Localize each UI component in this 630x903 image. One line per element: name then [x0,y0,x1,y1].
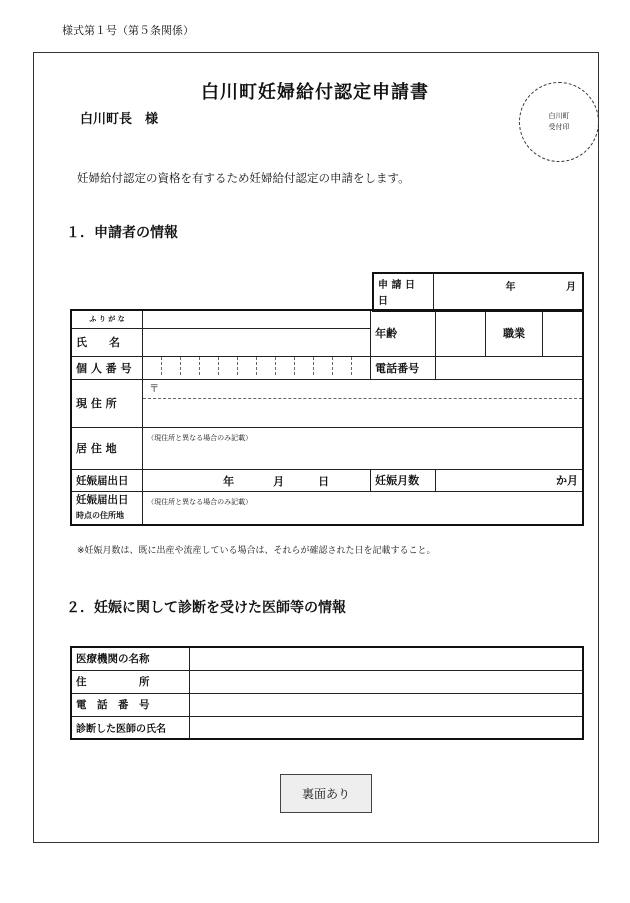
pregnancy-months-note: ※妊娠月数は、既に出産や流産している場合は、それらが確認された日を記載すること。 [77,546,436,556]
doctor-name-label: 診断した医師の氏名 [71,716,189,739]
doctor-name-input[interactable] [189,716,583,739]
phone-input[interactable] [435,356,583,379]
phone-label: 電話番号 [371,356,436,379]
date-year-label: 年 [505,282,516,293]
occupation-input[interactable] [542,310,583,356]
occupation-label: 職業 [486,310,543,356]
name-label: 氏 名 [71,328,143,356]
residence-note: （現住所と異なる場合のみ記載） [147,433,253,442]
furigana-input[interactable] [143,310,371,328]
section1-heading: １．申請者の情報 [66,225,178,241]
back-side-button[interactable]: 裏面あり [280,774,372,813]
institution-phone-input[interactable] [189,693,583,716]
pregnancy-month-label: 月 [273,474,285,488]
individual-number-label: 個 人 番 号 [71,356,143,379]
pregnancy-address-input[interactable] [143,491,583,525]
medical-institution-label: 医療機関の名称 [71,647,189,670]
institution-phone-label: 電 話 番 号 [71,693,189,716]
residence-input[interactable] [143,427,583,469]
furigana-label: ふ り が な [71,310,143,328]
medical-institution-input[interactable] [189,647,583,670]
pregnancy-day-label: 日 [318,474,330,488]
section2-heading: ２．妊娠に関して診断を受けた医師等の情報 [66,600,346,616]
pregnancy-months-label: 妊娠月数 [371,469,436,491]
pregnancy-address-label: 妊娠届出日 時点の住所地 [71,491,143,525]
institution-address-input[interactable] [189,670,583,693]
age-label: 年齢 [371,310,436,356]
address-input[interactable] [143,379,583,427]
name-input[interactable] [143,328,371,356]
application-date-field[interactable] [433,273,583,311]
months-unit: か月 [556,474,578,487]
age-input[interactable] [435,310,486,356]
applicant-table [70,309,584,526]
form-number: 様式第１号（第５条関係） [62,24,194,37]
doctor-info-table [70,646,584,740]
institution-address-label: 住 所 [71,670,189,693]
individual-number-input[interactable] [143,356,371,379]
pregnancy-year-label: 年 [223,474,235,488]
date-month-label: 月 [566,282,576,293]
residence-label: 居 住 地 [71,427,143,469]
addressee: 白川町長 様 [80,112,159,127]
stamp-line-1: 白川町 [548,112,570,120]
form-title: 白川町妊婦給付認定申請書 [201,82,429,103]
pregnancy-date-label: 妊娠届出日 [71,469,143,491]
intro-text: 妊婦給付認定の資格を有するため妊婦給付認定の申請をします。 [77,171,410,185]
pregnancy-date-input[interactable] [143,469,371,491]
stamp-line-2: 受付印 [548,123,570,131]
pregnancy-months-input[interactable] [435,469,583,491]
address-label: 現 住 所 [71,379,143,427]
pregnancy-address-note: （現住所と異なる場合のみ記載） [147,497,253,506]
application-date-label: 申 請 日 日 [373,273,433,311]
application-date-table [372,272,584,312]
reception-stamp-area [519,82,599,162]
postal-mark: 〒 [143,380,582,399]
